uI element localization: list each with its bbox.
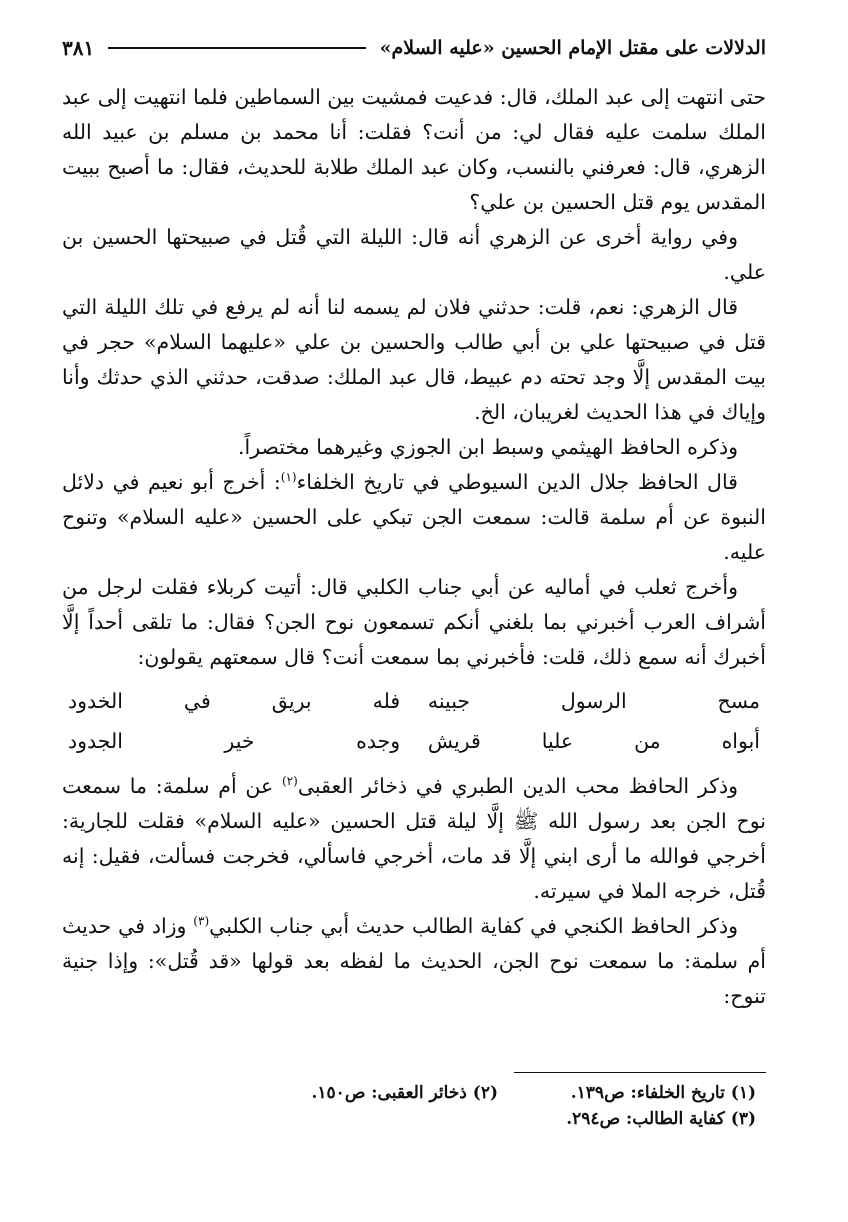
main-text [62, 80, 766, 1014]
poem-hemistich: وجده خير الجدود [68, 729, 401, 753]
poem-verse-2 [62, 721, 766, 761]
page-number: ٣٨١ [62, 36, 95, 60]
paragraph-8-text-a: وذكر الحافظ الكنجي في كفاية الطالب حديث أبي جناب الكلبي [209, 914, 739, 938]
footnote-row-2 [62, 1106, 756, 1132]
poem-hemistich: مسح الرسول جبينه [427, 689, 760, 713]
header-rule [108, 47, 365, 49]
paragraph-7-text-a: وذكر الحافظ محب الدين الطبري في ذخائر العقبى [297, 774, 738, 798]
poem-hemistich: أبواه من عليا قريش [427, 729, 760, 753]
running-header [62, 28, 766, 68]
paragraph-3: قال الزهري: نعم، قلت: حدثني فلان لم يسمه لنا أنه لم يرفع في تلك الليلة التي قتل في صبيحتها علي بن أبي طالب والحسين بن علي «عليهما السلام» حجر في بيت المقدس إلَّا وجد تحته دم عبيط، قال عبد الملك: صدقت، حدثني الذي حدثك وأنا وإياك في هذا الحديث لغريبان، الخ. [62, 295, 766, 424]
footnote-1: (١) تاريخ الخلفاء: ص١٣٩. [570, 1083, 756, 1103]
footnote-ref-1: (١) [280, 470, 297, 485]
poem [62, 681, 766, 761]
footnote-ref-2: (٢) [282, 774, 298, 789]
running-title: الدلالات على مقتل الإمام الحسين «عليه السلام» [379, 37, 766, 59]
poem-verse-1 [62, 681, 766, 721]
footnote-2: (٢) ذخائر العقبى: ص١٥٠. [311, 1083, 498, 1103]
footnote-ref-3: (٣) [193, 914, 210, 929]
footnote-row-1 [62, 1080, 756, 1106]
paragraph-7 [62, 769, 766, 909]
footnote-rule [514, 1072, 766, 1073]
paragraph-6: وأخرج ثعلب في أماليه عن أبي جناب الكلبي قال: أتيت كربلاء فقلت لرجل من أشراف العرب أخبرني بما بلغني أنكم تسمعون نوح الجن؟ فقال: ما تلقى أحداً إلَّا أخبرك أنه سمع ذلك، قلت: فأخبرني بما سمعت أنت؟ قال سمعتهم يقولون: [62, 575, 766, 669]
footnote-3: (٣) كفاية الطالب: ص٢٩٤. [566, 1109, 756, 1129]
paragraph-1: حتى انتهت إلى عبد الملك، قال: فدعيت فمشيت بين السماطين فلما انتهيت إلى عبد الملك سلمت عليه فقال لي: من أنت؟ فقلت: أنا محمد بن مسلم بن عبيد الله الزهري، قال: فعرفني بالنسب، وكان عبد الملك طلابة للحديث، فقال: ما أصبح ببيت المقدس يوم قتل الحسين بن علي؟ [62, 85, 766, 214]
poem-hemistich: فله بريق في الخدود [68, 689, 401, 713]
paragraph-5 [62, 465, 766, 570]
paragraph-7-text-b: عن أم سلمة: ما سمعت نوح الجن بعد رسول الله ﷺ إلَّا ليلة قتل الحسين «عليه السلام» فقلت للجارية: أخرجي فوالله ما أرى ابني إلَّا قد مات، أخرجي فاسألي، فخرجت فسألت، فقيل: إنه قُتل، خرجه الملا في سيرته. [62, 774, 766, 903]
paragraph-5-text-b: : أخرج أبو نعيم في دلائل النبوة عن أم سلمة قالت: سمعت الجن تبكي على الحسين «عليه السلام» وتنوح عليه. [62, 470, 766, 564]
paragraph-4: وذكره الحافظ الهيثمي وسبط ابن الجوزي وغيرهما مختصراً. [238, 435, 738, 459]
footnotes [62, 1080, 756, 1132]
paragraph-8 [62, 909, 766, 1014]
paragraph-8-text-b: وزاد في حديث أم سلمة: ما سمعت نوح الجن، الحديث ما لفظه بعد قولها «قد قُتل»: وإذا جنية تنوح: [62, 914, 766, 1008]
paragraph-2: وفي رواية أخرى عن الزهري أنه قال: الليلة التي قُتل في صبيحتها الحسين بن علي. [62, 225, 766, 284]
paragraph-5-text-a: قال الحافظ جلال الدين السيوطي في تاريخ الخلفاء [296, 470, 738, 494]
